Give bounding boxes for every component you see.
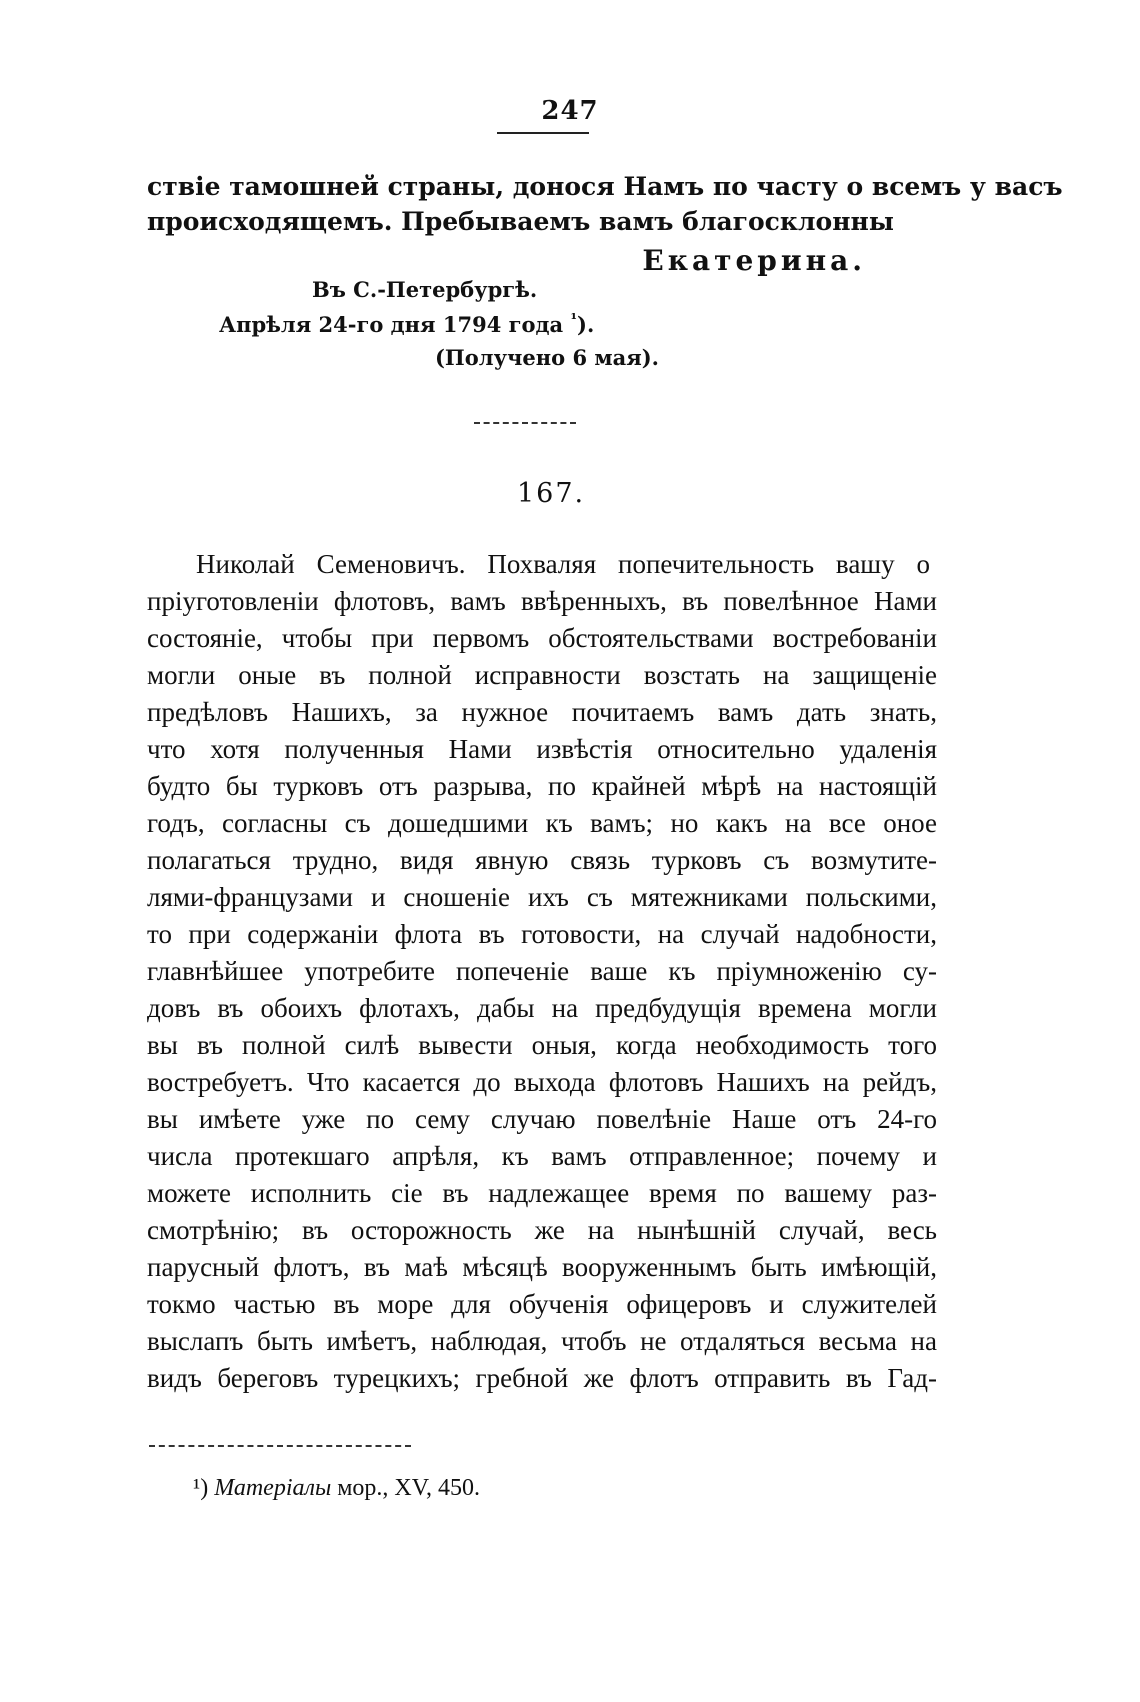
letter-line: состояніе, чтобы при первомъ обстоятельствами востребованіи — [147, 623, 937, 653]
letter-line: что хотя полученныя Нами извѣстія относительно удаленія — [147, 734, 937, 764]
footnote-reference: мор., XV, 450. — [331, 1475, 480, 1501]
letter-line: лями-французами и сношеніе ихъ съ мятежниками польскими, — [147, 882, 937, 912]
date-text: Апрѣля 24-го дня 1794 года — [219, 312, 564, 337]
section-separator — [474, 422, 576, 424]
continuation-line: ствіе тамошней страны, донося Намъ по часту о всемъ у васъ — [147, 172, 1063, 201]
letter-line: видъ береговъ турецкихъ; гребной же флотъ отправить въ Гад- — [147, 1363, 937, 1393]
letter-line: выслапъ быть имѣетъ, наблюдая, чтобъ не отдаляться весьма на — [147, 1326, 937, 1356]
letter-line: вы имѣете уже по сему случаю повелѣніе Наше отъ 24-го — [147, 1104, 937, 1134]
letter-line: токмо частью въ море для обученія офицеровъ и служителей — [147, 1289, 937, 1319]
footnote-marker: ¹) — [193, 1475, 209, 1501]
continuation-line: происходящемъ. Пребываемъ вамъ благосклонны — [147, 207, 894, 236]
date-end: ). — [577, 312, 595, 337]
letter-line: смотрѣнію; въ осторожность же на нынѣшній случай, весь — [147, 1215, 937, 1245]
letter-line: пріуготовленіи флотовъ, вамъ ввѣренныхъ, въ повелѣнное Нами — [147, 586, 937, 616]
letter-line: предѣловъ Нашихъ, за нужное почитаемъ вамъ дать знать, — [147, 697, 937, 727]
letter-line: будто бы турковъ отъ разрыва, по крайней мѣрѣ на настоящій — [147, 771, 937, 801]
footnote-rule — [149, 1445, 411, 1447]
footnote-source: Матеріалы — [214, 1475, 332, 1501]
letter-line: можете исполнить сіе въ надлежащее время по вашему раз- — [147, 1178, 937, 1208]
date-line — [219, 310, 594, 337]
page-number-rule — [497, 132, 589, 134]
place: Въ С.-Петербургѣ. — [312, 277, 538, 302]
footnote — [193, 1475, 480, 1502]
signature: Екатерина. — [642, 244, 866, 277]
letter-line: главнѣйшее употребите попеченіе ваше къ пріумноженію су- — [147, 956, 937, 986]
footnote-ref: ¹ — [570, 310, 578, 328]
document-number: 167. — [517, 478, 586, 509]
letter-line: парусный флотъ, въ маѣ мѣсяцѣ вооруженнымъ быть имѣющій, — [147, 1252, 937, 1282]
letter-line: числа протекшаго апрѣля, къ вамъ отправленное; почему и — [147, 1141, 937, 1171]
letter-line: вы въ полной силѣ вывести оныя, когда необходимость того — [147, 1030, 937, 1060]
letter-line: то при содержаніи флота въ готовости, на случай надобности, — [147, 919, 937, 949]
letter-line: могли оные въ полной исправности возстать на защищеніе — [147, 660, 937, 690]
received-note: (Получено 6 мая). — [435, 345, 659, 370]
page-number: 247 — [541, 96, 599, 126]
letter-line: годъ, согласны съ дошедшими къ вамъ; но какъ на все оное — [147, 808, 937, 838]
letter-line: довъ въ обоихъ флотахъ, дабы на предбудущія времена могли — [147, 993, 937, 1023]
letter-line: полагаться трудно, видя явную связь турковъ съ возмутите- — [147, 845, 937, 875]
letter-line: Николай Семеновичъ. Похваляя попечительность вашу о — [196, 549, 930, 579]
letter-line: востребуетъ. Что касается до выхода флотовъ Нашихъ на рейдъ, — [147, 1067, 937, 1097]
